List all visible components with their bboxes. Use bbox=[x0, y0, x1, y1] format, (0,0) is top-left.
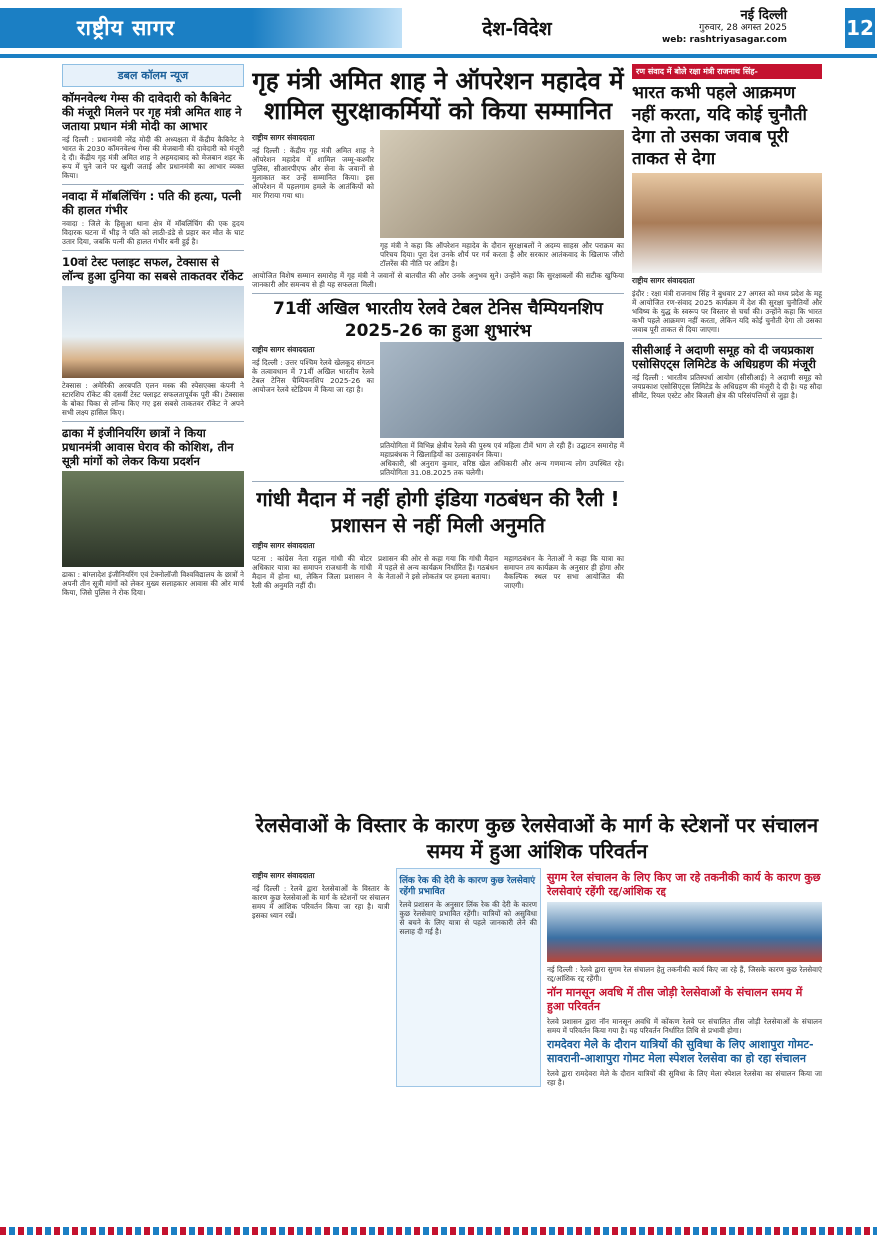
story-text: आयोजित विशेष सम्मान समारोह में गृह मंत्री ने जवानों से बातचीत की और उनके अनुभव सुने। उन्होंने कहा कि सुरक्षाबलों की सटीक खुफिया जानकारी और समन्वय से ही यह सफलता मिली। bbox=[252, 271, 624, 289]
story-text: नई दिल्ली : केंद्रीय गृह मंत्री अमित शाह ने ऑपरेशन महादेव में शामिल जम्मू-कश्मीर पुलिस, सीआरपीएफ और सेना के जवानों से मुलाकात कर उन्हें सम्मानित किया। इस ऑपरेशन में पहलगाम हमले के आतंकियों को मार गिराया गया था। bbox=[252, 146, 374, 200]
byline: राष्ट्रीय सागर संवाददाता bbox=[252, 345, 315, 354]
story-text: नई दिल्ली : रेलवे द्वारा रेलसेवाओं के विस्तार के कारण कुछ रेलसेवाओं के मार्ग के स्टेशनों पर संचालन समय में आंशिक परिवर्तन किया जा रहा है। यात्री इसका ध्यान रखें। bbox=[252, 884, 390, 920]
story-text: रेलवे प्रशासन द्वारा नॉन मानसून अवधि में कोंकण रेलवे पर संचालित तीस जोड़ी रेलसेवाओं के संचालन समय में परिवर्तन किया गया है। यह परिवर्तन निर्धारित तिथि से प्रभावी होगा। bbox=[547, 1017, 822, 1035]
story-text: नई दिल्ली : उत्तर पश्चिम रेलवे खेलकूद संगठन के तत्वावधान में 71वीं अखिल भारतीय रेलवे टेबल टेनिस चैम्पियनशिप 2025-26 का आयोजन रेलवे स्टेडियम में किया जा रहा है। bbox=[252, 358, 374, 394]
story-headline: रामदेवरा मेले के दौरान यात्रियों की सुविधा के लिए आशापुरा गोमट-सावरानी-आशापुरा गोमट मेला स्पेशल रेलसेवा का हो रहा संचालन bbox=[547, 1038, 814, 1065]
rally-story bbox=[252, 554, 624, 590]
story-headline: कॉमनवेल्थ गेम्स की दावेदारी को कैबिनेट की मंजूरी मिलने पर गृह मंत्री अमित शाह ने जताया प्रधान मंत्री मोदी का आभार bbox=[62, 91, 242, 133]
table-tennis-photo bbox=[380, 342, 624, 438]
masthead bbox=[0, 0, 877, 62]
box-headline: लिंक रेक की देरी के कारण कुछ रेलसेवाएं रहेंगी प्रभावित bbox=[399, 876, 536, 897]
story-headline: नॉन मानसून अवधि में तीस जोड़ी रेलसेवाओं के संचालन समय में हुआ परिवर्तन bbox=[547, 986, 803, 1013]
story-headline: 71वीं अखिल भारतीय रेलवे टेबल टेनिस चैम्पियनशिप 2025-26 का हुआ शुभारंभ bbox=[273, 299, 603, 341]
story-headline: सुगम रेल संचालन के लिए किए जा रहे तकनीकी कार्य के कारण कुछ रेलसेवाएं रहेंगी रद्द/आंशिक रद्द bbox=[547, 871, 821, 898]
divider bbox=[62, 421, 244, 422]
story-headline: 10वां टेस्ट फ्लाइट सफल, टेक्सास से लॉन्च हुआ दुनिया का सबसे ताकतवर रॉकेट bbox=[62, 255, 243, 283]
train-photo bbox=[547, 902, 822, 962]
police-photo bbox=[62, 471, 244, 567]
story-text: महागठबंधन के नेताओं ने कहा कि यात्रा का समापन तय कार्यक्रम के अनुसार ही होगा और वैकल्पिक स्थल पर सभा आयोजित की जाएगी। bbox=[504, 554, 624, 590]
lead-story bbox=[252, 130, 624, 268]
kicker-tag: रण संवाद में बोले रक्षा मंत्री राजनाथ सिंह- bbox=[632, 64, 822, 79]
story-text: गृह मंत्री ने कहा कि ऑपरेशन महादेव के दौरान सुरक्षाबलों ने अदम्य साहस और पराक्रम का परिचय दिया। पूरा देश उनके शौर्य पर गर्व करता है और सरकार आतंकवाद के खिलाफ जीरो टॉलरेंस की नीति पर अडिग है। bbox=[380, 241, 624, 268]
story-text: रेलवे द्वारा रामदेवरा मेले के दौरान यात्रियों की सुविधा के लिए मेला स्पेशल रेलसेवा का संचालन किया जा रहा है। bbox=[547, 1069, 822, 1087]
divider bbox=[252, 481, 624, 482]
story-headline: सीसीआई ने अदाणी समूह को दी जयप्रकाश एसोसिएट्स लिमिटेड के अधिग्रहण की मंजूरी bbox=[632, 343, 816, 371]
masthead-stripe bbox=[0, 54, 877, 58]
rail-section bbox=[252, 812, 822, 1087]
left-column bbox=[62, 64, 244, 1224]
divider bbox=[62, 250, 244, 251]
story-headline: ढाका में इंजीनियरिंग छात्रों ने किया प्रधानमंत्री आवास घेराव की कोशिश, तीन सूत्री मांगों को लेकर किया प्रदर्शन bbox=[62, 426, 234, 468]
byline: राष्ट्रीय सागर संवाददाता bbox=[252, 541, 315, 550]
story-text: नई दिल्ली : भारतीय प्रतिस्पर्धा आयोग (सीसीआई) ने अदाणी समूह को जयप्रकाश एसोसिएट्स लिमिटेड के अधिग्रहण की मंजूरी दे दी है। यह सौदा सीमेंट, रियल एस्टेट और बिजली क्षेत्र की परिसंपत्तियों से जुड़ा है। bbox=[632, 373, 822, 400]
byline: राष्ट्रीय सागर संवाददाता bbox=[632, 276, 695, 285]
story-text: ढाका : बांग्लादेश इंजीनियरिंग एवं टेक्नोलॉजी विश्वविद्यालय के छात्रों ने अपनी तीन सूत्री मांगों को लेकर मुख्य सलाहकार आवास की ओर मार्च किया, जिसे पुलिस ने रोक दिया। bbox=[62, 570, 244, 597]
story-text: अधिकारी, श्री अनुराग कुमार, वरिष्ठ खेल अधिकारी और अन्य गणमान्य लोग उपस्थित रहे। प्रतियोगिता 31.08.2025 तक चलेगी। bbox=[380, 459, 624, 477]
story-text: प्रतियोगिता में विभिन्न क्षेत्रीय रेलवे की पुरुष एवं महिला टीमें भाग ले रही हैं। उद्घाटन समारोह में महाप्रबंधक ने खिलाड़ियों का उत्साहवर्धन किया। bbox=[380, 441, 624, 459]
rail-story bbox=[252, 868, 822, 1087]
rocket-launch-photo bbox=[62, 286, 244, 378]
story-text: प्रशासन की ओर से कहा गया कि गांधी मैदान में पहले से अन्य कार्यक्रम निर्धारित हैं। गठबंधन के नेताओं ने इसे लोकतंत्र पर हमला बताया। bbox=[378, 554, 498, 581]
paper-name: राष्ट्रीय सागर bbox=[0, 8, 252, 48]
masthead-web: web: rashtriyasagar.com bbox=[661, 35, 787, 45]
masthead-city: नई दिल्ली bbox=[740, 8, 787, 23]
masthead-decoration bbox=[252, 8, 402, 48]
story-headline: गांधी मैदान में नहीं होगी इंडिया गठबंधन की रैली ! प्रशासन से नहीं मिली अनुमति bbox=[256, 487, 620, 537]
box-text: रेलवे प्रशासन के अनुसार लिंक रेक की देरी के कारण कुछ रेलसेवाएं प्रभावित रहेंगी। यात्रियों को असुविधा से बचने के लिए यात्रा से पहले जानकारी लेने की सलाह दी गई है। bbox=[399, 900, 537, 936]
divider bbox=[632, 338, 822, 339]
story-headline: भारत कभी पहले आक्रमण नहीं करता, यदि कोई चुनौती देगा तो उसका जवाब पूरी ताकत से देगा bbox=[632, 83, 807, 169]
byline: राष्ट्रीय सागर संवाददाता bbox=[252, 871, 315, 880]
masthead-date: गुरुवार, 28 अगस्त 2025 bbox=[699, 23, 787, 33]
story-text: पटना : कांग्रेस नेता राहुल गांधी की वोटर अधिकार यात्रा का समापन राजधानी के गांधी मैदान में होना था, लेकिन जिला प्रशासन ने रैली की अनुमति नहीं दी। bbox=[252, 554, 372, 590]
story-headline: नवादा में मॉबलिंचिंग : पति की हत्या, पत्नी की हालत गंभीर bbox=[62, 189, 242, 217]
double-column-header: डबल कॉलम न्यूज bbox=[62, 64, 244, 87]
byline: राष्ट्रीय सागर संवाददाता bbox=[252, 133, 315, 142]
main-column bbox=[252, 64, 624, 590]
story-text: नई दिल्ली : रेलवे द्वारा सुगम रेल संचालन हेतु तकनीकी कार्य किए जा रहे हैं, जिसके कारण कुछ रेलसेवाएं रद्द/आंशिक रद्द रहेंगी। bbox=[547, 965, 822, 983]
link-rake-box bbox=[396, 868, 542, 1087]
story-text: नई दिल्ली : प्रधानमंत्री नरेंद्र मोदी की अध्यक्षता में केंद्रीय कैबिनेट ने भारत के 2030 कॉमनवेल्थ गेम्स की मेजबानी की दावेदारी को मंजूरी दे दी। केंद्रीय गृह मंत्री अमित शाह ने अहमदाबाद को मेजबान शहर के रूप में चुने जाने पर खुशी जताई और प्रधानमंत्री का आभार व्यक्त किया। bbox=[62, 135, 244, 180]
section-title: देश-विदेश bbox=[482, 18, 552, 40]
divider bbox=[62, 184, 244, 185]
award-ceremony-photo bbox=[380, 130, 624, 238]
footer-decoration bbox=[0, 1227, 877, 1235]
story-text: इंदौर : रक्षा मंत्री राजनाथ सिंह ने बुधवार 27 अगस्त को मध्य प्रदेश के महू में आयोजित रण-संवाद 2025 कार्यक्रम में देश की सुरक्षा चुनौतियों और भविष्य के युद्ध के स्वरूप पर विस्तार से चर्चा की। उन्होंने कहा कि भारत कभी पहले आक्रमण नहीं करता, लेकिन यदि कोई चुनौती देगा तो उसका जवाब पूरी ताकत से दिया जाएगा। bbox=[632, 289, 822, 334]
rajnath-singh-photo bbox=[632, 173, 822, 273]
story-text: नवादा : जिले के हिसुआ थाना क्षेत्र में मॉबलिंचिंग की एक हृदय विदारक घटना में भीड़ ने पति को लाठी-डंडे से प्रहार कर मौत के घाट उतार दिया, जबकि पत्नी की हालत गंभीर बनी हुई है। bbox=[62, 219, 244, 246]
masthead-info bbox=[632, 8, 787, 48]
table-tennis-story bbox=[252, 342, 624, 477]
rail-headline: रेलसेवाओं के विस्तार के कारण कुछ रेलसेवाओं के मार्ग के स्टेशनों पर संचालन समय में हुआ आंशिक परिवर्तन bbox=[255, 813, 819, 863]
divider bbox=[252, 293, 624, 294]
right-column bbox=[632, 64, 822, 400]
page-number: 12 bbox=[845, 8, 875, 48]
story-text: टेक्सास : अमेरिकी अरबपति एलन मस्क की स्पेसएक्स कंपनी ने स्टारशिप रॉकेट की दसवीं टेस्ट फ्लाइट सफलतापूर्वक पूरी की। टेक्सास के बोका चिका से लॉन्च किए गए इस सबसे ताकतवर रॉकेट ने अपने सभी लक्ष्य हासिल किए। bbox=[62, 381, 244, 417]
lead-headline: गृह मंत्री अमित शाह ने ऑपरेशन महादेव में शामिल सुरक्षाकर्मियों को किया सम्मानित bbox=[252, 67, 624, 125]
